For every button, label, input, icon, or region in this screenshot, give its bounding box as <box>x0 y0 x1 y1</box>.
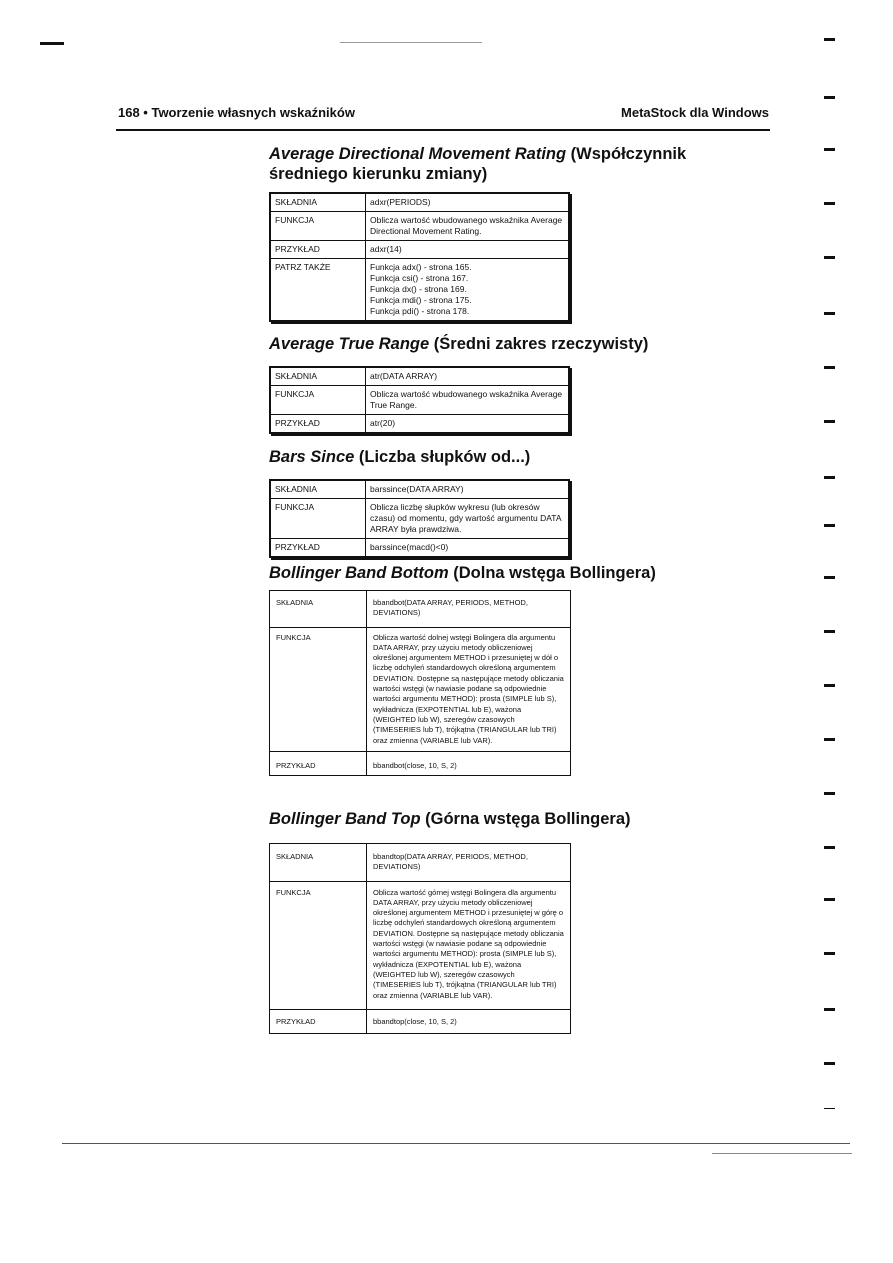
row-key: SKŁADNIA <box>270 591 367 628</box>
row-value: barssince(DATA ARRAY) <box>366 480 570 499</box>
row-key: FUNKCJA <box>270 386 366 415</box>
row-value: Oblicza wartość wbudowanego wskaźnika Average True Range. <box>366 386 570 415</box>
edge-mark <box>824 420 835 423</box>
edge-mark <box>824 576 835 579</box>
table-row <box>270 367 569 386</box>
function-table <box>269 192 570 322</box>
function-table <box>269 366 570 434</box>
row-value: bbandtop(close, 10, S, 2) <box>367 1009 571 1033</box>
edge-mark <box>824 366 835 369</box>
edge-mark <box>824 312 835 315</box>
edge-mark <box>824 1108 835 1109</box>
table-row <box>270 415 569 434</box>
running-header <box>118 105 769 120</box>
title-en: Bollinger Band Bottom <box>269 564 449 582</box>
edge-mark <box>824 952 835 955</box>
row-key: PRZYKŁAD <box>270 241 366 259</box>
row-key: PRZYKŁAD <box>270 415 366 434</box>
title-en: Bars Since <box>269 448 355 466</box>
row-value: barssince(macd()<0) <box>366 539 570 558</box>
table-row <box>270 259 569 322</box>
row-key: PRZYKŁAD <box>270 751 367 775</box>
header-right: MetaStock dla Windows <box>621 105 769 120</box>
section-title <box>269 809 631 829</box>
row-key: SKŁADNIA <box>270 480 366 499</box>
row-value: Oblicza wartość wbudowanego wskaźnika Average Directional Movement Rating. <box>366 212 570 241</box>
edge-mark <box>824 792 835 795</box>
table-row <box>270 1009 571 1033</box>
edge-mark <box>824 148 835 151</box>
edge-mark <box>824 898 835 901</box>
row-value: atr(DATA ARRAY) <box>366 367 570 386</box>
table-row <box>270 751 571 775</box>
edge-mark <box>824 96 835 99</box>
table-row <box>270 193 569 212</box>
section-title <box>269 447 530 467</box>
table-row <box>270 627 571 751</box>
row-key: FUNKCJA <box>270 881 367 1009</box>
row-value: Oblicza wartość górnej wstęgi Bolingera dla argumentu DATA ARRAY, przy użyciu metody obliczeniowej określonej argumentem METHOD i przesuniętej w górę o liczbę odchyleń standardowych określoną argumentem DEVIATION. Dostępne są następujące metody obliczania wartości wstęgi (w nawiasie podane są odpowiednie wartości argumentu METHOD): prosta (SIMPLE lub S), wykładnicza (EXPOTENTIAL lub E), ważona (WEIGHTED lub W), szeregów czasowych (TIMESERIES lub T), trójkątna (TRIANGULAR lub TRI) oraz zmienna (VARIABLE lub VAR). <box>367 881 571 1009</box>
header-left: 168 • Tworzenie własnych wskaźników <box>118 105 355 120</box>
row-key: PRZYKŁAD <box>270 1009 367 1033</box>
scan-line <box>340 42 482 43</box>
function-table <box>269 843 571 1034</box>
row-key: FUNKCJA <box>270 627 367 751</box>
table-row <box>270 881 571 1009</box>
title-pl: (Dolna wstęga Bollingera) <box>448 564 656 582</box>
edge-mark <box>824 524 835 527</box>
scan-mark <box>40 42 64 45</box>
table-row <box>270 386 569 415</box>
title-pl: (Liczba słupków od...) <box>354 448 531 466</box>
title-en: Average Directional Movement Rating <box>269 145 567 163</box>
row-key: PRZYKŁAD <box>270 539 366 558</box>
row-value: bbandbot(DATA ARRAY, PERIODS, METHOD, DEVIATIONS) <box>367 591 571 628</box>
function-table <box>269 590 571 776</box>
row-value: adxr(PERIODS) <box>366 193 570 212</box>
edge-mark <box>824 738 835 741</box>
section-title <box>269 144 769 184</box>
edge-mark <box>824 684 835 687</box>
table-row <box>270 539 569 558</box>
title-pl: (Współczynnik średniego kierunku zmiany) <box>269 145 687 183</box>
table-row <box>270 591 571 628</box>
title-en: Bollinger Band Top <box>269 810 421 828</box>
row-key: SKŁADNIA <box>270 193 366 212</box>
section-title <box>269 563 656 583</box>
header-rule <box>116 129 770 131</box>
function-table <box>269 479 570 558</box>
edge-mark <box>824 1008 835 1011</box>
row-value: atr(20) <box>366 415 570 434</box>
edge-mark <box>824 38 835 41</box>
row-key: FUNKCJA <box>270 499 366 539</box>
section-title <box>269 334 648 354</box>
row-key: PATRZ TAKŻE <box>270 259 366 322</box>
row-value: bbandbot(close, 10, S, 2) <box>367 751 571 775</box>
row-value: adxr(14) <box>366 241 570 259</box>
edge-mark <box>824 846 835 849</box>
row-value: Funkcja adx() - strona 165. Funkcja csi() - strona 167. Funkcja dx() - strona 169. Funkcja mdi() - strona 175. Funkcja pdi() - strona 178. <box>366 259 570 322</box>
title-pl: (Górna wstęga Bollingera) <box>420 810 631 828</box>
table-row <box>270 499 569 539</box>
table-row <box>270 241 569 259</box>
row-value: Oblicza liczbę słupków wykresu (lub okresów czasu) od momentu, gdy wartość argumentu DATA ARRAY była prawdziwa. <box>366 499 570 539</box>
title-en: Average True Range <box>269 335 430 353</box>
title-pl: (Średni zakres rzeczywisty) <box>429 335 649 353</box>
edge-mark <box>824 1062 835 1065</box>
table-row <box>270 480 569 499</box>
row-value: bbandtop(DATA ARRAY, PERIODS, METHOD, DEVIATIONS) <box>367 844 571 882</box>
row-key: SKŁADNIA <box>270 844 367 882</box>
row-value: Oblicza wartość dolnej wstęgi Bolingera dla argumentu DATA ARRAY, przy użyciu metody obliczeniowej określonej argumentem METHOD i przesuniętej w dół o liczbę odchyleń standardowych określoną argumentem DEVIATION. Dostępne są następujące metody obliczania wartości wstęgi (w nawiasie podane są odpowiednie wartości argumentu METHOD): prosta (SIMPLE lub S), wykładnicza (EXPOTENTIAL lub E), ważona (WEIGHTED lub W), szeregów czasowych (TIMESERIES lub T), trójkątna (TRIANGULAR lub TRI) oraz zmienna (VARIABLE lub VAR). <box>367 627 571 751</box>
edge-mark <box>824 476 835 479</box>
edge-mark <box>824 202 835 205</box>
scan-line <box>62 1143 850 1144</box>
scan-line <box>712 1153 852 1154</box>
edge-mark <box>824 630 835 633</box>
row-key: FUNKCJA <box>270 212 366 241</box>
table-row <box>270 212 569 241</box>
edge-mark <box>824 256 835 259</box>
table-row <box>270 844 571 882</box>
row-key: SKŁADNIA <box>270 367 366 386</box>
